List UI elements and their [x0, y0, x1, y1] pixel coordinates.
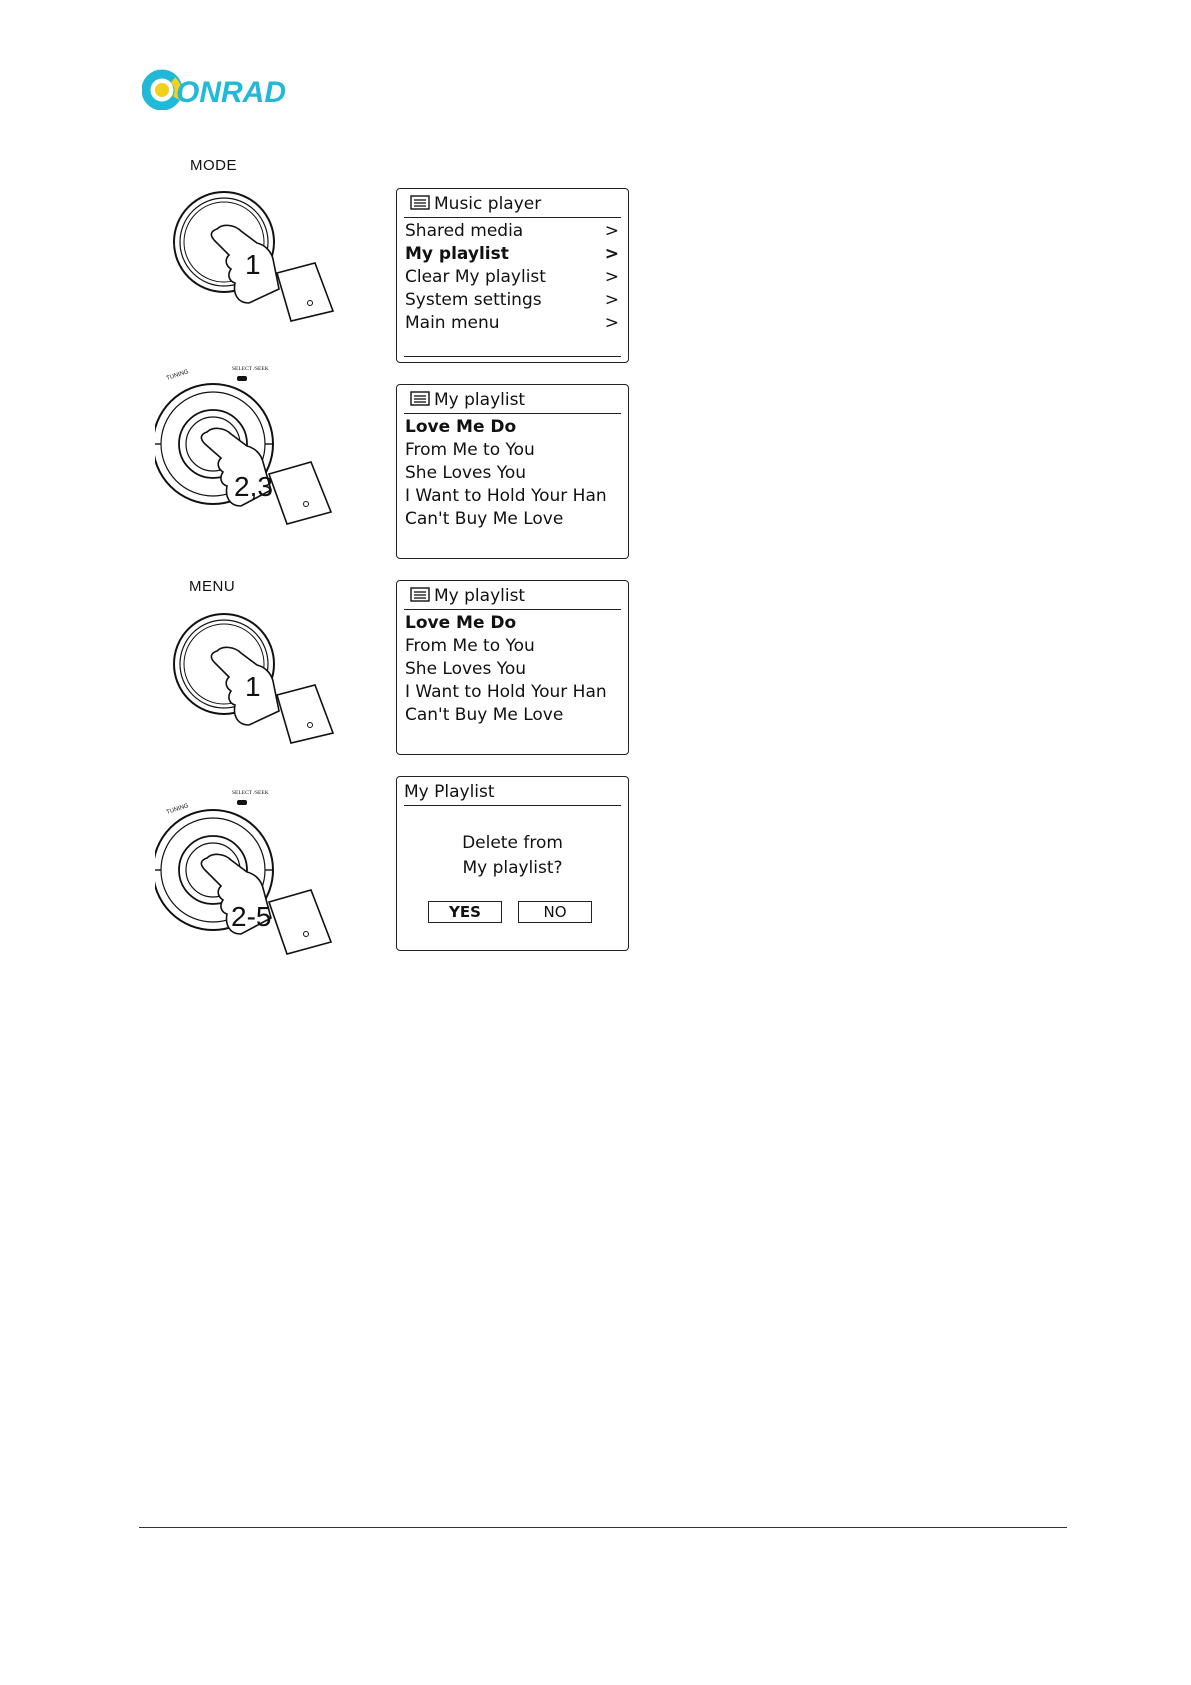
my-playlist-screen [396, 384, 629, 559]
chevron-right-icon: > [604, 244, 619, 264]
chevron-right-icon: > [604, 221, 619, 241]
dialog-message-line-2: My playlist? [462, 858, 563, 878]
screen-title: My playlist [434, 390, 526, 410]
svg-text:TUNING: TUNING [165, 803, 190, 816]
mode-button-illustration [165, 185, 345, 325]
footer-divider [139, 1527, 1067, 1528]
menu-item-my-playlist[interactable]: My playlist > [405, 244, 619, 264]
yes-button[interactable]: YES [428, 901, 502, 923]
menu-list-icon [410, 391, 430, 406]
list-item[interactable]: She Loves You [405, 463, 527, 483]
chevron-right-icon: > [604, 290, 619, 310]
menu-item-system-settings[interactable]: System settings > [405, 290, 619, 310]
list-item[interactable]: From Me to You [405, 440, 535, 460]
chevron-right-icon: > [604, 313, 619, 333]
screen-title: My Playlist [404, 782, 495, 802]
no-button[interactable]: NO [518, 901, 592, 923]
finger-number: 1 [245, 671, 261, 702]
list-item[interactable]: Can't Buy Me Love [405, 509, 564, 529]
tuning-knob-illustration [155, 786, 355, 976]
svg-text:TUNING: TUNING [165, 369, 190, 382]
my-playlist-screen [396, 580, 629, 755]
mode-button-label: MODE [190, 157, 237, 174]
playlist-list [405, 612, 620, 727]
menu-list-icon [410, 587, 430, 602]
menu-button-illustration [165, 607, 345, 747]
screen-title: Music player [434, 194, 542, 214]
finger-number: 1 [245, 249, 261, 280]
dialog-message-line-1: Delete from [462, 833, 563, 853]
svg-text:SELECT /SEEK: SELECT /SEEK [232, 790, 269, 796]
menu-item-clear-my-playlist[interactable]: Clear My playlist > [405, 267, 619, 287]
finger-number: 2-5 [231, 901, 272, 932]
finger-number: 2,3 [234, 471, 273, 502]
list-item[interactable]: Love Me Do [405, 613, 517, 633]
menu-button-label: MENU [189, 578, 236, 595]
tuning-knob-illustration [155, 362, 355, 532]
list-item[interactable]: I Want to Hold Your Han [405, 682, 607, 702]
menu-item-shared-media[interactable]: Shared media > [405, 221, 619, 241]
list-item[interactable]: From Me to You [405, 636, 535, 656]
chevron-right-icon: > [604, 267, 619, 287]
conrad-logo [142, 68, 302, 110]
music-player-screen [396, 188, 629, 363]
divider [404, 356, 621, 357]
menu-list-icon [410, 195, 430, 210]
svg-text:ONRAD: ONRAD [176, 76, 286, 109]
playlist-list [405, 416, 620, 531]
screen-title: My playlist [434, 586, 526, 606]
svg-text:SELECT /SEEK: SELECT /SEEK [232, 366, 269, 372]
menu-item-main-menu[interactable]: Main menu > [405, 313, 619, 333]
delete-confirm-screen [396, 776, 629, 951]
list-item[interactable]: I Want to Hold Your Han [405, 486, 607, 506]
list-item[interactable]: Love Me Do [405, 417, 517, 437]
menu-list [405, 220, 620, 335]
list-item[interactable]: Can't Buy Me Love [405, 705, 564, 725]
list-item[interactable]: She Loves You [405, 659, 527, 679]
